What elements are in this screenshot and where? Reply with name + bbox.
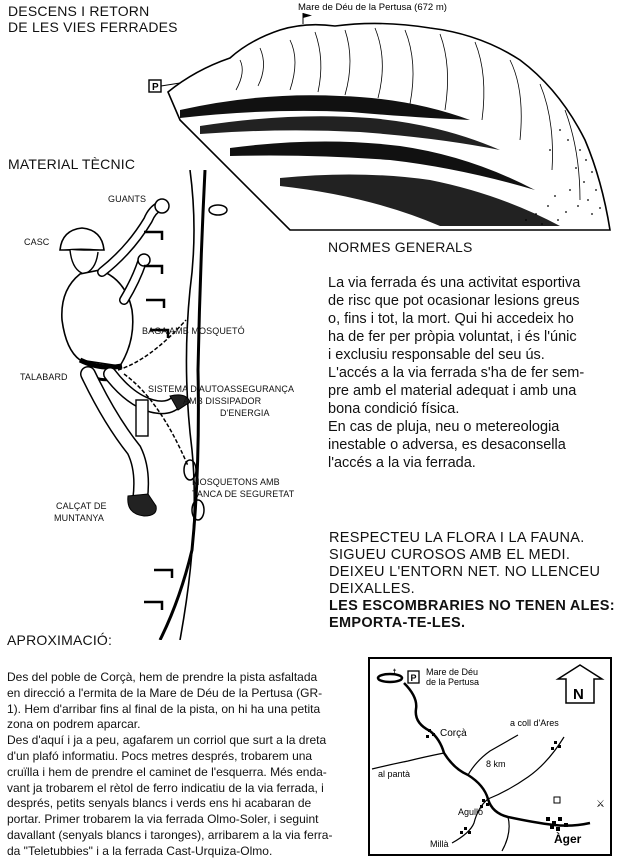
aproximacio-line: d'un plafó informatiu. Pocs metres després, trobarem una	[7, 748, 313, 763]
map-label-agullo: Agulló	[458, 807, 484, 817]
parking-letter: P	[152, 82, 159, 93]
helmet-icon	[60, 228, 104, 250]
normes-line: inestable o adversa, es desaconsella	[328, 437, 566, 453]
map-label-distance: 8 km	[486, 759, 506, 769]
respecteu-bold-line: LES ESCOMBRARIES NO TENEN ALES:	[329, 598, 615, 614]
respecteu-bold-line: EMPORTA-TE-LES.	[329, 615, 466, 631]
label-sistema-1: SISTEMA D'AUTOASSEGURANÇA	[148, 384, 295, 394]
map-label-panta: al pantà	[378, 769, 411, 779]
map-cross-icon: ✝	[392, 669, 398, 675]
map-north-letter: N	[573, 686, 584, 703]
normes-line: ha de fer per pròpia voluntat, i és l'únic	[328, 329, 577, 345]
label-guants: GUANTS	[108, 194, 147, 204]
boot-icon	[128, 494, 156, 516]
map-label-ager: Àger	[554, 832, 582, 846]
label-mosquetons-2: TANCA DE SEGURETAT	[192, 489, 295, 499]
map-label-corca: Corçà	[440, 728, 467, 739]
respecteu-line: DEIXEU L'ENTORN NET. NO LLENCEU	[329, 564, 601, 580]
label-baga: BAGA AMB MOSQUETÓ	[142, 326, 245, 336]
map-label-milla: Millà	[430, 839, 449, 849]
aproximacio-line: 1). Hem d'arribar fins al final de la pista, on hi ha una petita	[7, 701, 321, 716]
map-label-coll: a coll d'Ares	[510, 718, 559, 728]
respecteu-line: SIGUEU CUROSOS AMB EL MEDI.	[329, 547, 571, 563]
aproximacio-line: da "Teletubbies" i a la ferrada Cast-Urquiza-Olmo.	[7, 843, 273, 858]
label-mosquetons-1: MOSQUETONS AMB	[192, 477, 280, 487]
normes-line: de risc que pot ocasionar lesions greus	[328, 293, 580, 309]
aproximacio-heading: APROXIMACIÓ:	[7, 632, 113, 648]
normes-line: La via ferrada és una activitat esportiva	[328, 275, 581, 291]
title-line-2: DE LES VIES FERRADES	[8, 19, 178, 35]
material-heading: MATERIAL TÈCNIC	[8, 156, 136, 172]
label-casc: CASC	[24, 237, 50, 247]
normes-line: i exclusiu responsable del seu ús.	[328, 347, 545, 363]
respecteu-block	[329, 530, 618, 632]
map-parking-letter: P	[410, 673, 417, 683]
route-map	[368, 657, 612, 857]
glove-icon	[155, 199, 169, 213]
map-label-mare-2: de la Pertusa	[426, 677, 480, 687]
normes-line: pre amb el material adequat i amb una	[328, 383, 577, 399]
normes-line: o, fins i tot, la mort. Qui hi accedeix ho	[328, 311, 574, 327]
aproximacio-line: zona on podrem aparcar.	[7, 717, 141, 732]
label-talabard: TALABARD	[20, 372, 68, 382]
normes-heading: NORMES GENERALS	[328, 239, 473, 255]
aproximacio-line: Des del poble de Corçà, hem de prendre la pista asfaltada	[7, 670, 318, 684]
label-sistema-2: AMB DISSIPADOR	[183, 396, 262, 406]
summit-label: Mare de Déu de la Pertusa (672 m)	[298, 2, 447, 13]
label-calcat-1: CALÇAT DE	[56, 501, 107, 511]
respecteu-line: RESPECTEU LA FLORA I LA FAUNA.	[329, 530, 585, 546]
aproximacio-line: en direcció a l'ermita de la Mare de Déu de la Pertusa (GR-	[7, 685, 323, 700]
aproximacio-line: davallant (senyals blancs i taronges), arribarem a la via ferra-	[7, 827, 333, 842]
map-label-mare-1: Mare de Déu	[426, 667, 479, 677]
aproximacio-line: portar. Primer trobarem la via ferrada Olmo-Soler, i seguint	[7, 812, 319, 827]
normes-line: l'accés a la via ferrada.	[328, 455, 476, 471]
respecteu-line: DEIXALLES.	[329, 581, 416, 597]
normes-text	[328, 274, 618, 472]
aproximacio-text	[7, 670, 363, 860]
title-line-1: DESCENS I RETORN	[8, 3, 150, 19]
aproximacio-line: després, petits senyals blancs i verds ens hi acabaran de	[7, 796, 312, 811]
aproximacio-line: Des d'aquí i ja a peu, agafarem un corriol que surt a la dreta	[7, 733, 327, 748]
label-sistema-3: D'ENERGIA	[220, 408, 270, 418]
normes-line: bona condició física.	[328, 401, 460, 417]
label-calcat-2: MUNTANYA	[54, 513, 104, 523]
energy-absorber-icon	[136, 400, 148, 436]
aproximacio-line: vant ja trobarem el rètol de ferro indicatiu de la via ferrada, i	[7, 780, 324, 795]
map-monument-icon: ⚔	[596, 799, 605, 810]
normes-line: En cas de pluja, neu o metereologia	[328, 419, 560, 435]
normes-line: L'accés a la via ferrada s'ha de fer sem-	[328, 365, 585, 381]
aproximacio-line: cruïlla i hem de prendre el caminet de l'esquerra. Més enda-	[7, 764, 327, 779]
